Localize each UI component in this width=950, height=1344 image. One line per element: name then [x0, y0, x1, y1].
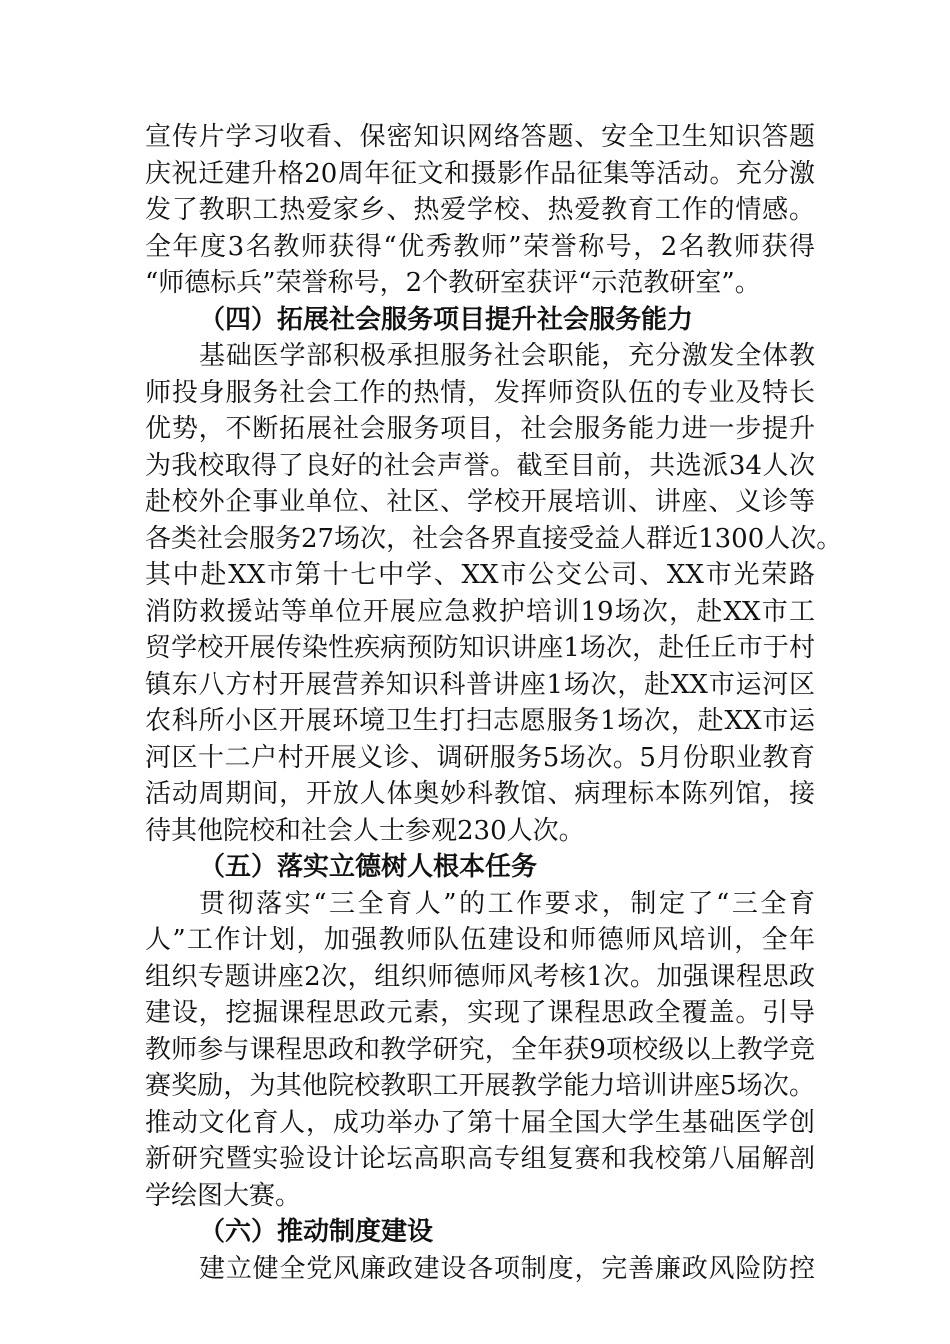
body-line: 庆祝迁建升格20周年征文和摄影作品征集等活动。充分激 [145, 158, 815, 189]
body-line: 待其他院校和社会人士参观230人次。 [145, 815, 585, 846]
body-line: 其中赴XX市第十七中学、XX市公交公司、XX市光荣路 [145, 560, 815, 590]
body-line: 师投身服务社会工作的热情，发挥师资队伍的专业及特长 [145, 377, 815, 408]
body-line: 赛奖励，为其他院校教职工开展教学能力培训讲座5场次。 [145, 1071, 815, 1101]
body-line: 教师参与课程思政和教学研究，全年获9项校级以上教学竞 [145, 1034, 815, 1065]
body-line: 消防救援站等单位开展应急救护培训19场次，赴XX市工 [145, 596, 815, 627]
section-heading: （四）拓展社会服务项目提升社会服务能力 [199, 304, 694, 335]
section-heading: （五）落实立德树人根本任务 [199, 852, 538, 882]
body-line: 学绘图大赛。 [145, 1180, 302, 1211]
body-line: 全年度3名教师获得“优秀教师”荣誉称号，2名教师获得 [145, 231, 815, 262]
section-heading: （六）推动制度建设 [199, 1217, 434, 1247]
body-line: 活动周期间，开放人体奥妙科教馆、病理标本陈列馆，接 [145, 779, 815, 809]
body-line: 镇东八方村开展营养知识科普讲座1场次，赴XX市运河区 [145, 669, 815, 700]
body-line: 河区十二户村开展义诊、调研服务5场次。5月份职业教育 [145, 742, 815, 773]
body-line: 为我校取得了良好的社会声誉。截至目前，共选派34人次 [145, 450, 815, 481]
body-line: 优势，不断拓展社会服务项目，社会服务能力进一步提升 [145, 414, 815, 444]
body-line: 建设，挖掘课程思政元素，实现了课程思政全覆盖。引导 [145, 998, 815, 1028]
document-body [145, 119, 843, 1287]
body-line: 发了教职工热爱家乡、热爱学校、热爱教育工作的情感。 [145, 195, 815, 225]
paragraph-first-line: 贯彻落实“三全育人”的工作要求，制定了“三全育 [199, 888, 815, 919]
body-line: 组织专题讲座2次，组织师德师风考核1次。加强课程思政 [145, 961, 815, 992]
body-line: 推动文化育人，成功举办了第十届全国大学生基础医学创 [145, 1107, 815, 1138]
body-line: 赴校外企事业单位、社区、学校开展培训、讲座、义诊等 [145, 487, 815, 517]
body-line: 人”工作计划，加强教师队伍建设和师德师风培训，全年 [145, 925, 815, 955]
body-line: 贸学校开展传染性疾病预防知识讲座1场次，赴任丘市于村 [145, 633, 815, 663]
body-line: “师德标兵”荣誉称号，2个教研室获评“示范教研室”。 [145, 268, 761, 298]
paragraph-first-line: 基础医学部积极承担服务社会职能，充分激发全体教 [199, 341, 815, 371]
paragraph-first-line: 建立健全党风廉政建设各项制度，完善廉政风险防控 [199, 1253, 815, 1284]
body-line: 各类社会服务27场次，社会各界直接受益人群近1300人次。 [145, 523, 843, 554]
body-line: 新研究暨实验设计论坛高职高专组复赛和我校第八届解剖 [145, 1144, 815, 1174]
body-line: 宣传片学习收看、保密知识网络答题、安全卫生知识答题 [145, 122, 815, 152]
body-line: 农科所小区开展环境卫生打扫志愿服务1场次，赴XX市运 [145, 706, 815, 736]
